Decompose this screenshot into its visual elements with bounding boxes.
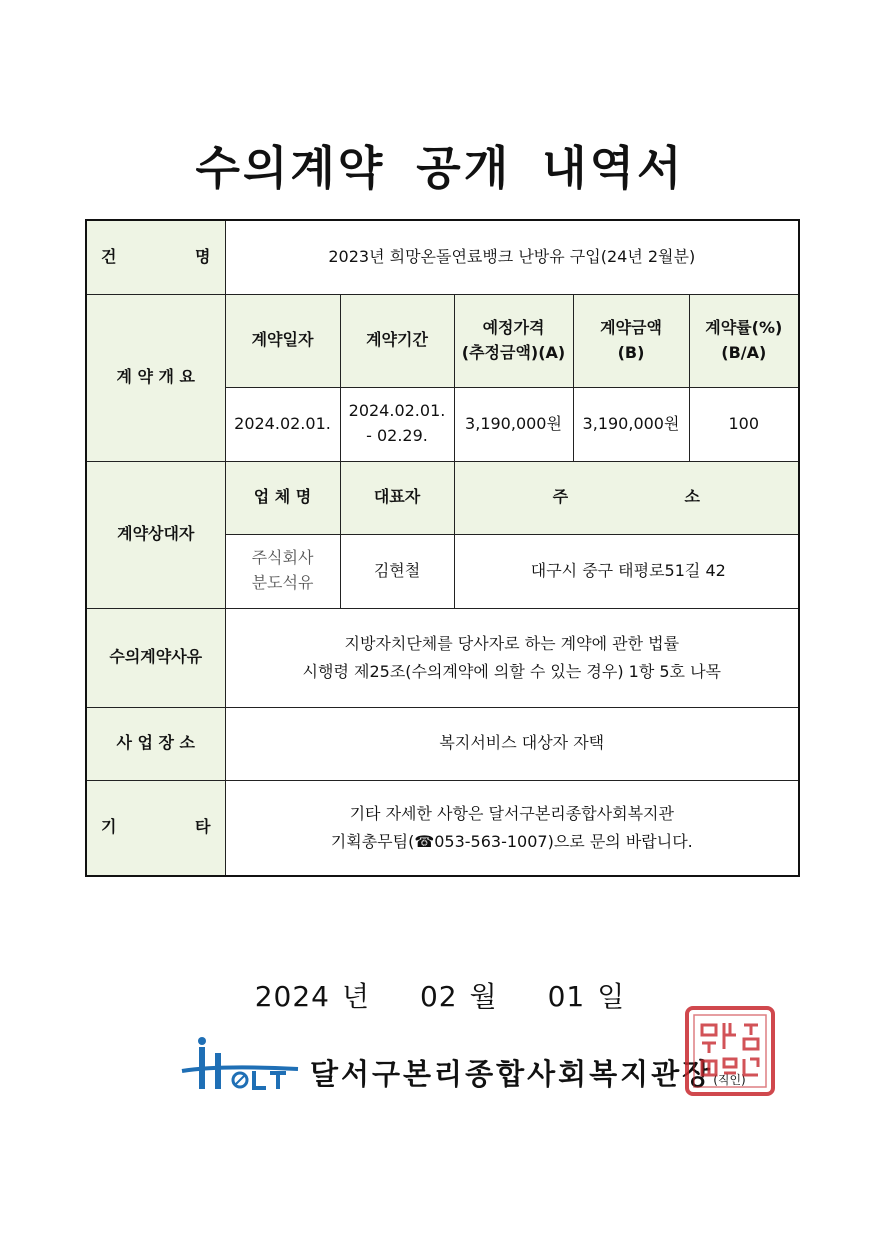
location-value: 복지서비스 대상자 자택 (225, 707, 799, 780)
row-etc (86, 780, 799, 876)
header-estimated-price: 예정가격 (추정금액)(A) (454, 294, 573, 387)
issue-date: 2024 년 02 월 01 일 (254, 980, 626, 1013)
label-counterparty: 계약상대자 (86, 461, 225, 608)
contract-period-value: 2024.02.01. - 02.29. (340, 387, 454, 461)
row-contract-name (86, 220, 799, 294)
page-title: 수의계약 공개 내역서 (195, 141, 685, 195)
row-counterparty-headers (86, 461, 799, 534)
contract-rate-value: 100 (689, 387, 799, 461)
contract-date-value: 2024.02.01. (225, 387, 340, 461)
contract-table (85, 219, 800, 877)
label-contract-name: 건 명 (86, 220, 225, 294)
contract-name-value: 2023년 희망온돌연료뱅크 난방유 구입(24년 2월분) (225, 220, 799, 294)
label-location: 사 업 장 소 (86, 707, 225, 780)
etc-value: 기타 자세한 사항은 달서구본리종합사회복지관 기획총무팀(☎053-563-1007)으로 문의 바랍니다. (225, 780, 799, 876)
company-name-value: 주식회사 분도석유 (225, 534, 340, 608)
address-value: 대구시 중구 태평로51길 42 (454, 534, 799, 608)
row-reason (86, 608, 799, 707)
representative-value: 김현철 (340, 534, 454, 608)
header-representative: 대표자 (340, 461, 454, 534)
official-seal-stamp (684, 1005, 776, 1097)
header-contract-amount: 계약금액 (B) (573, 294, 689, 387)
label-reason: 수의계약사유 (86, 608, 225, 707)
label-etc: 기 타 (86, 780, 225, 876)
header-contract-date: 계약일자 (225, 294, 340, 387)
reason-value: 지방자치단체를 당사자로 하는 계약에 관한 법률 시행령 제25조(수의계약에 의할 수 있는 경우) 1항 5호 나목 (225, 608, 799, 707)
header-address: 주 소 (454, 461, 799, 534)
row-location (86, 707, 799, 780)
header-company: 업 체 명 (225, 461, 340, 534)
label-overview: 계 약 개 요 (86, 294, 225, 461)
organization-logo (180, 1035, 300, 1095)
contract-amount-value: 3,190,000원 (573, 387, 689, 461)
organization-name: 달서구본리종합사회복지관장(직인) (310, 1057, 746, 1091)
header-contract-rate: 계약률(%) (B/A) (689, 294, 799, 387)
header-contract-period: 계약기간 (340, 294, 454, 387)
row-overview-headers (86, 294, 799, 387)
estimated-price-value: 3,190,000원 (454, 387, 573, 461)
